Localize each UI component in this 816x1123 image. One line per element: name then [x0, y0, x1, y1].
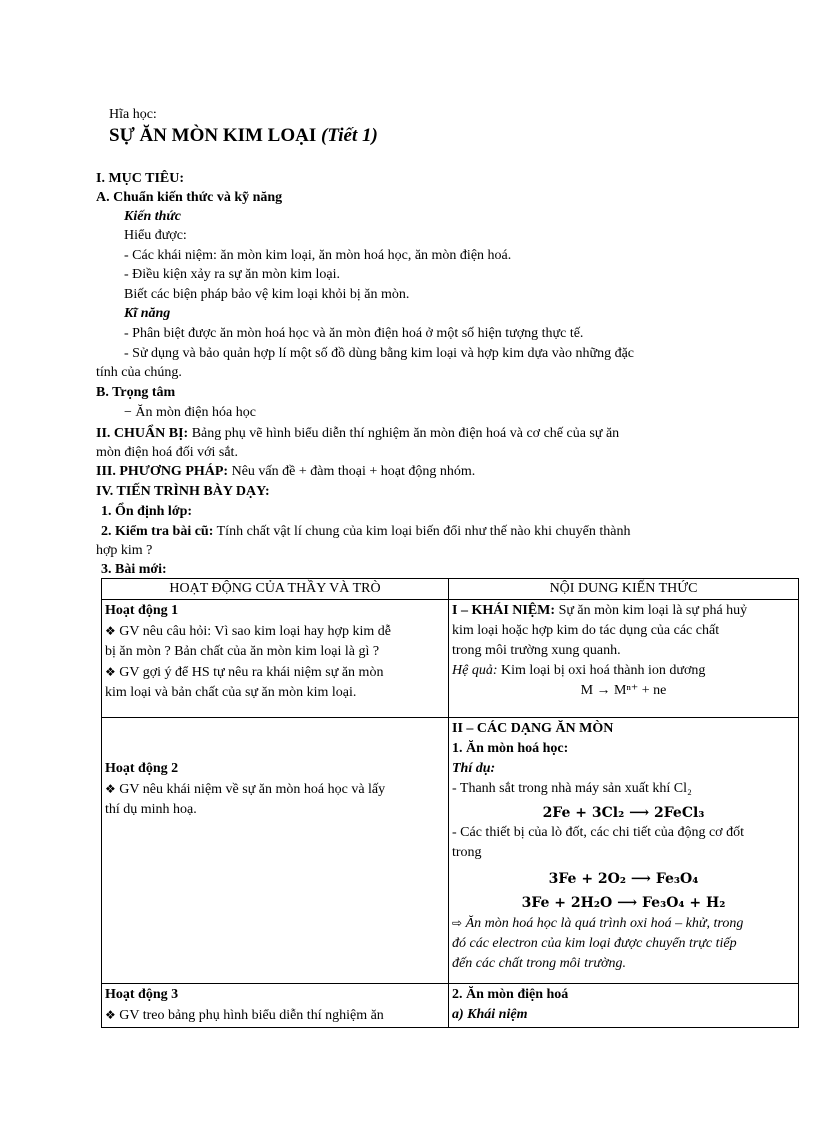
chem-equation-3: 3Fe + 2H₂O ⟶ Fe₃O₄ + H₂ — [521, 895, 726, 911]
content-cell — [449, 984, 799, 1028]
process-step-3: 3. Bài mới: — [101, 562, 167, 577]
activity-cell — [102, 984, 449, 1028]
prep-line — [96, 425, 619, 443]
process-step-2-text: Tính chất vật lí chung của kim loại biến đổi như thế nào khi chuyển thành — [213, 524, 631, 539]
note-line — [452, 913, 795, 934]
prep-line-cont: mòn điện hoá đối với sắt. — [96, 445, 238, 460]
knowledge-item-1: - Các khái niệm: ăn mòn kim loại, ăn mòn hoá học, ăn mòn điện hoá. — [124, 248, 512, 263]
example-label: Thí dụ: — [452, 761, 496, 776]
content-line — [452, 601, 795, 621]
activity-line: kim loại và bản chất của sự ăn mòn kim loại. — [105, 685, 357, 700]
bullet-icon: ❖ — [105, 1008, 116, 1022]
chem-equation-2: 3Fe + 2O₂ ⟶ Fe₃O₄ — [548, 871, 699, 887]
method-text: Nêu vấn đề + đàm thoại + hoạt động nhóm. — [228, 464, 476, 479]
activity-line — [105, 1005, 445, 1026]
oxidation-equation: M → Mⁿ⁺ + ne — [580, 683, 667, 698]
prep-label: II. CHUẨN BỊ: — [96, 426, 189, 441]
table-row — [102, 600, 799, 718]
knowledge-label: Kiến thức — [124, 209, 182, 224]
skill-item-2-cont: tính của chúng. — [96, 365, 182, 380]
table-header-row — [102, 579, 799, 600]
section-objectives-heading: I. MỤC TIÊU: — [96, 171, 185, 186]
subsection-label: a) Khái niệm — [452, 1007, 528, 1022]
table-row — [102, 718, 799, 984]
chem-equation-1: 2Fe + 3Cl₂ ⟶ 2FeCl₃ — [542, 805, 705, 821]
focus-item: − Ăn mòn điện hóa học — [124, 405, 256, 420]
skill-item-1: - Phân biệt được ăn mòn hoá học và ăn mòn điện hoá ở một số hiện tượng thực tế. — [124, 326, 584, 341]
subject-label: Hĩa học: — [109, 107, 157, 122]
content-cell — [449, 600, 799, 718]
process-step-2-cont: hợp kim ? — [96, 543, 153, 558]
content-line: trong — [452, 845, 482, 860]
process-step-1: 1. Ổn định lớp: — [101, 504, 193, 519]
activity-line — [105, 621, 445, 642]
objectives-b-heading: B. Trọng tâm — [96, 385, 176, 400]
skill-label: Kĩ năng — [124, 306, 171, 321]
arrow-right-icon: ⇨ — [452, 916, 463, 930]
process-step-2 — [101, 523, 631, 541]
col-header-activities: HOẠT ĐỘNG CỦA THẦY VÀ TRÒ — [102, 579, 449, 600]
activity-text: GV treo bảng phụ hình biểu diễn thí nghiệm ăn — [115, 1008, 384, 1023]
content-line: kim loại hoặc hợp kim do tác dụng của các chất — [452, 623, 720, 638]
note-text: Ăn mòn hoá học là quá trình oxi hoá – khử, trong — [462, 916, 744, 931]
activity-title: Hoạt động 2 — [105, 761, 179, 776]
knowledge-item-3: Biết các biện pháp bảo vệ kim loại khỏi bị ăn mòn. — [124, 287, 410, 302]
activity-title: Hoạt động 1 — [105, 603, 179, 618]
process-heading: IV. TIẾN TRÌNH BÀY DẠY: — [96, 484, 270, 499]
table-row — [102, 984, 799, 1028]
col-header-content: NỘI DUNG KIẾN THỨC — [449, 579, 799, 600]
activity-line — [105, 779, 445, 800]
content-line — [452, 661, 795, 681]
bullet-icon: ❖ — [105, 624, 116, 638]
activity-cell — [102, 600, 449, 718]
title-part: (Tiết 1) — [321, 125, 378, 146]
objectives-a-heading: A. Chuẩn kiến thức và kỹ năng — [96, 190, 283, 205]
knowledge-item-2: - Điều kiện xảy ra sự ăn mòn kim loại. — [124, 267, 340, 282]
activity-title: Hoạt động 3 — [105, 987, 179, 1002]
method-label: III. PHƯƠNG PHÁP: — [96, 464, 229, 479]
subsection-heading: 1. Ăn mòn hoá học: — [452, 741, 569, 756]
activity-text: GV nêu câu hỏi: Vì sao kim loại hay hợp kim dễ — [115, 624, 391, 639]
consequence-label: Hệ quả: — [452, 663, 498, 678]
skill-item-2: - Sử dụng và bảo quản hợp lí một số đồ dùng bằng kim loại và hợp kim dựa vào những đặc — [124, 346, 635, 361]
activity-cell — [102, 718, 449, 984]
process-step-2-label: 2. Kiểm tra bài cũ: — [101, 524, 214, 539]
title-main: SỰ ĂN MÒN KIM LOẠI — [109, 125, 317, 146]
bullet-icon: ❖ — [105, 782, 116, 796]
lesson-table — [101, 578, 799, 1028]
section-heading: II – CÁC DẠNG ĂN MÒN — [452, 721, 614, 736]
prep-text: Bảng phụ vẽ hình biểu diễn thí nghiệm ăn mòn điện hoá và cơ chế của sự ăn — [188, 426, 620, 441]
understand-text: Hiểu được: — [124, 228, 187, 243]
activity-text: GV gợi ý để HS tự nêu ra khái niệm sự ăn mòn — [115, 665, 384, 680]
note-line: đến các chất trong môi trường. — [452, 956, 627, 971]
subsection-heading: 2. Ăn mòn điện hoá — [452, 987, 569, 1002]
content-cell — [449, 718, 799, 984]
activity-line — [105, 662, 445, 683]
content-line: - Thanh sắt trong nhà máy sản xuất khí Cl₂ — [452, 781, 692, 796]
content-line: - Các thiết bị của lò đốt, các chi tiết của động cơ đốt — [452, 825, 744, 840]
content-text: Kim loại bị oxi hoá thành ion dương — [497, 663, 706, 678]
content-text: Sự ăn mòn kim loại là sự phá huỷ — [555, 603, 748, 618]
content-line: trong môi trường xung quanh. — [452, 643, 621, 658]
concept-label: I – KHÁI NIỆM: — [452, 603, 556, 618]
bullet-icon: ❖ — [105, 665, 116, 679]
method-line — [96, 463, 475, 481]
activity-line: thí dụ minh hoạ. — [105, 802, 197, 817]
note-line: đó các electron của kim loại được chuyển trực tiếp — [452, 936, 737, 951]
activity-line: bị ăn mòn ? Bản chất của ăn mòn kim loại là gì ? — [105, 644, 380, 659]
activity-text: GV nêu khái niệm về sự ăn mòn hoá học và lấy — [115, 782, 386, 797]
page-title — [109, 124, 378, 148]
